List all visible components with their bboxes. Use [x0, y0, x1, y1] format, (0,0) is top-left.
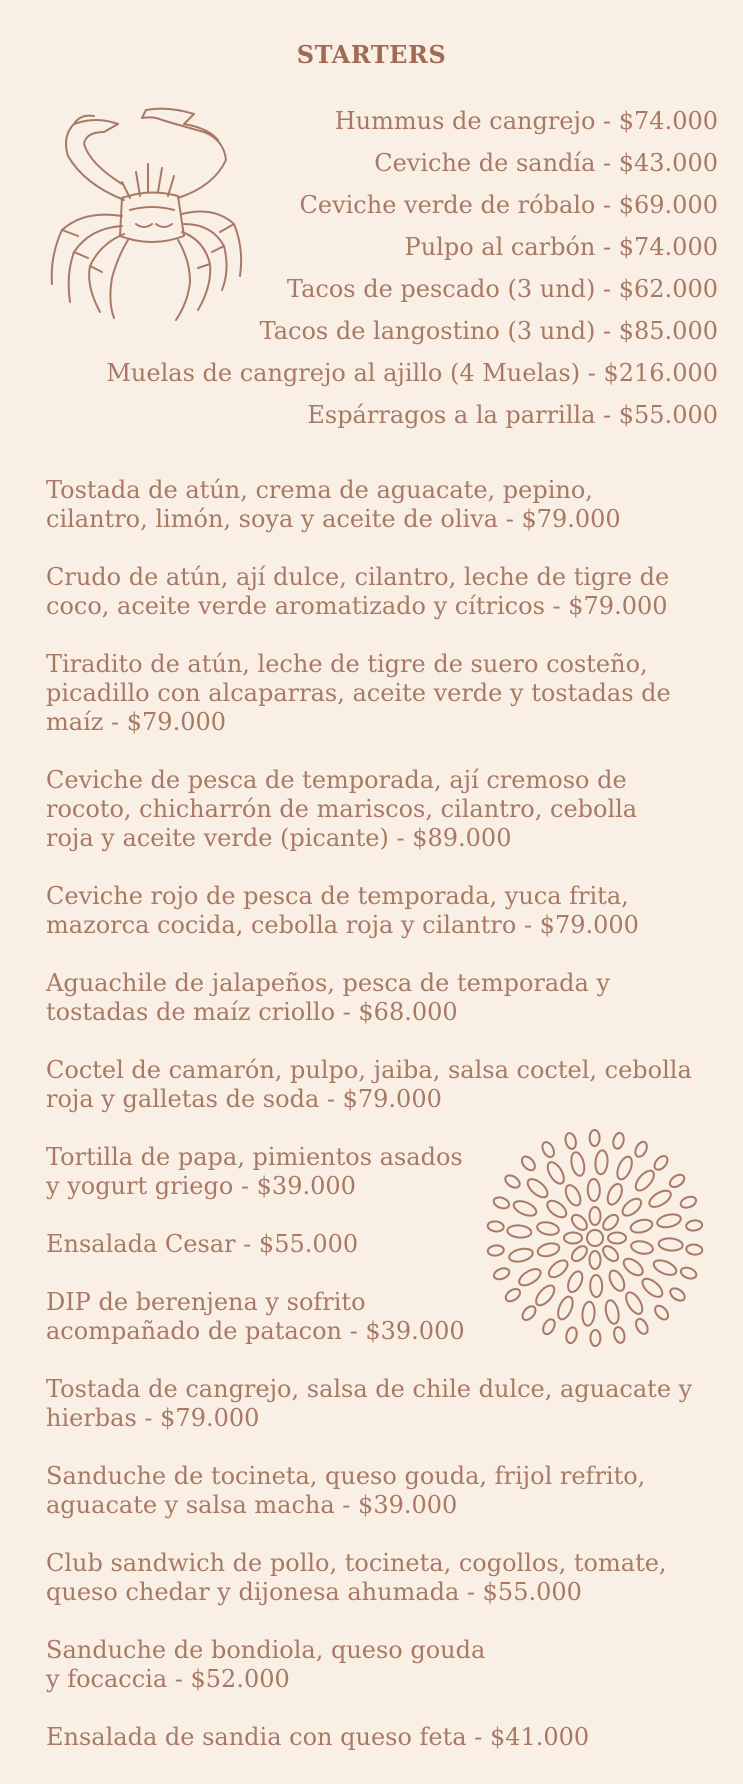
flower-petal: [658, 1237, 683, 1251]
menu-item: Tostada de cangrejo, salsa de chile dulce, aguacate y hierbas - $79.000: [46, 1375, 693, 1432]
flower-petal: [620, 1196, 645, 1219]
menu-item: Sanduche de tocineta, queso gouda, frijol refrito, aguacate y salsa macha - $39.000: [46, 1462, 646, 1519]
menu-item: Crudo de atún, ají dulce, cilantro, leche de tigre de coco, aceite verde aromatizado y cítricos - $79.000: [46, 563, 670, 620]
flower-petal: [536, 1220, 560, 1236]
menu-item: Tortilla de papa, pimientos asados y yogurt griego - $39.000: [46, 1143, 463, 1200]
flower-petal: [623, 1290, 646, 1317]
flower-petal: [590, 1275, 603, 1297]
menu-item: Coctel de camarón, pulpo, jaiba, salsa coctel, cebolla roja y galletas de soda - $79.000: [46, 1056, 692, 1113]
flower-petal: [564, 1233, 582, 1244]
flower-petal: [563, 1183, 584, 1208]
flower-petal: [536, 1241, 560, 1258]
flower-petal: [633, 1140, 649, 1159]
featured-items-list: [106, 100, 718, 436]
flower-petal: [588, 1179, 601, 1201]
menu-item: DIP de berenjena y sofrito acompañado de patacon - $39.000: [46, 1288, 465, 1345]
flower-petal: [564, 1132, 578, 1150]
flower-petal: [492, 1195, 510, 1210]
flower-petal: [679, 1195, 698, 1210]
flower-petal: [594, 1150, 608, 1175]
flower-petal: [679, 1266, 697, 1281]
flower-petal: [581, 1301, 595, 1326]
flower-petal: [565, 1326, 578, 1344]
flower-petal: [565, 1269, 585, 1294]
flower-petal: [604, 1299, 621, 1325]
flower-petal: [590, 1251, 601, 1269]
flower-petal: [519, 1154, 537, 1173]
menu-item: Aguachile de jalapeños, pesca de temporada y tostadas de maíz criollo - $68.000: [46, 969, 611, 1026]
flower-petal: [487, 1221, 504, 1233]
flower-petal: [653, 1303, 671, 1322]
menu-item: Ceviche de sandía - $43.000: [374, 149, 718, 177]
section-title: STARTERS: [296, 40, 447, 69]
flower-petal: [621, 1256, 646, 1279]
flower-petal: [569, 1212, 590, 1233]
flower-center: [587, 1230, 603, 1246]
menu-item: Ceviche de pesca de temporada, ají cremoso de rocoto, chicharrón de mariscos, cilantro, cebolla roja y aceite verde (picante) - $89.000: [46, 766, 638, 852]
menu-item: Club sandwich de pollo, tocineta, cogollos, tomate, queso chedar y dijonesa ahumada - $55.000: [46, 1549, 667, 1606]
flower-petal: [668, 1286, 687, 1303]
flower-petal: [492, 1266, 511, 1281]
flower-petal: [555, 1295, 575, 1322]
flower-petal: [546, 1257, 571, 1280]
menu-item: Tacos de pescado (3 und) - $62.000: [286, 275, 718, 303]
menu-item: Tostada de atún, crema de aguacate, pepino, cilantro, limón, soya y aceite de oliva - $79.000: [46, 476, 621, 533]
flower-petal: [544, 1198, 569, 1221]
flower-petal: [487, 1245, 504, 1257]
flower-petal: [630, 1239, 654, 1255]
flower-petal: [508, 1247, 534, 1264]
flower-petal: [632, 1168, 657, 1194]
flower-petal: [600, 1243, 621, 1264]
menu-item: Espárragos a la parrilla - $55.000: [307, 401, 718, 429]
flower-petal: [533, 1282, 558, 1308]
flower-petal: [668, 1172, 687, 1189]
flower-petal: [503, 1286, 522, 1303]
flower-petal: [686, 1220, 703, 1232]
menu-item: Ceviche verde de róbalo - $69.000: [299, 191, 718, 219]
flower-petal: [639, 1275, 665, 1300]
flower-petal: [686, 1244, 703, 1256]
flower-petal: [600, 1212, 621, 1233]
flower-petal: [652, 1257, 679, 1277]
flower-petal: [544, 1160, 567, 1187]
flower-icon: [482, 1122, 708, 1354]
flower-petal: [605, 1182, 625, 1207]
flower-petal: [503, 1173, 522, 1190]
menu-item: Hummus de cangrejo - $74.000: [334, 107, 718, 135]
menu-item: Tacos de langostino (3 und) - $85.000: [259, 317, 718, 345]
menu-item: Ensalada Cesar - $55.000: [46, 1230, 359, 1258]
menu-item: Tiradito de atún, leche de tigre de suero costeño, picadillo con alcaparras, aceite verde y tostadas de maíz - $79.000: [46, 650, 671, 736]
flower-petal: [507, 1224, 532, 1238]
flower-petal: [613, 1326, 627, 1344]
flower-petal: [629, 1218, 653, 1235]
flower-petal: [590, 1330, 600, 1346]
flower-petal: [541, 1317, 557, 1336]
flower-petal: [590, 1207, 601, 1225]
menu-item: Ceviche rojo de pesca de temporada, yuca frita, mazorca cocida, cebolla roja y cilantro - $79.000: [46, 882, 639, 939]
menu-item: Muelas de cangrejo al ajillo (4 Muelas) - $216.000: [106, 359, 718, 387]
flower-petal: [608, 1233, 626, 1244]
flower-petal: [614, 1155, 634, 1182]
flower-petal: [652, 1154, 670, 1173]
flower-petal: [569, 1151, 586, 1177]
flower-petal: [590, 1130, 600, 1146]
flower-petal: [612, 1132, 625, 1150]
flower-petal: [525, 1176, 551, 1201]
flower-petal: [607, 1268, 628, 1293]
menu-item: Sanduche de bondiola, queso gouda y focaccia - $52.000: [46, 1636, 486, 1693]
menu-item: Ensalada de sandia con queso feta - $41.000: [46, 1723, 590, 1751]
flower-petal: [520, 1304, 538, 1323]
flower-petal: [512, 1198, 539, 1218]
flower-petal: [656, 1212, 682, 1229]
flower-petal: [540, 1140, 556, 1159]
flower-petal: [569, 1243, 590, 1264]
flower-petal: [647, 1187, 674, 1210]
flower-petal: [634, 1317, 650, 1336]
flower-petal: [517, 1266, 544, 1289]
menu-item: Pulpo al carbón - $74.000: [404, 233, 718, 261]
